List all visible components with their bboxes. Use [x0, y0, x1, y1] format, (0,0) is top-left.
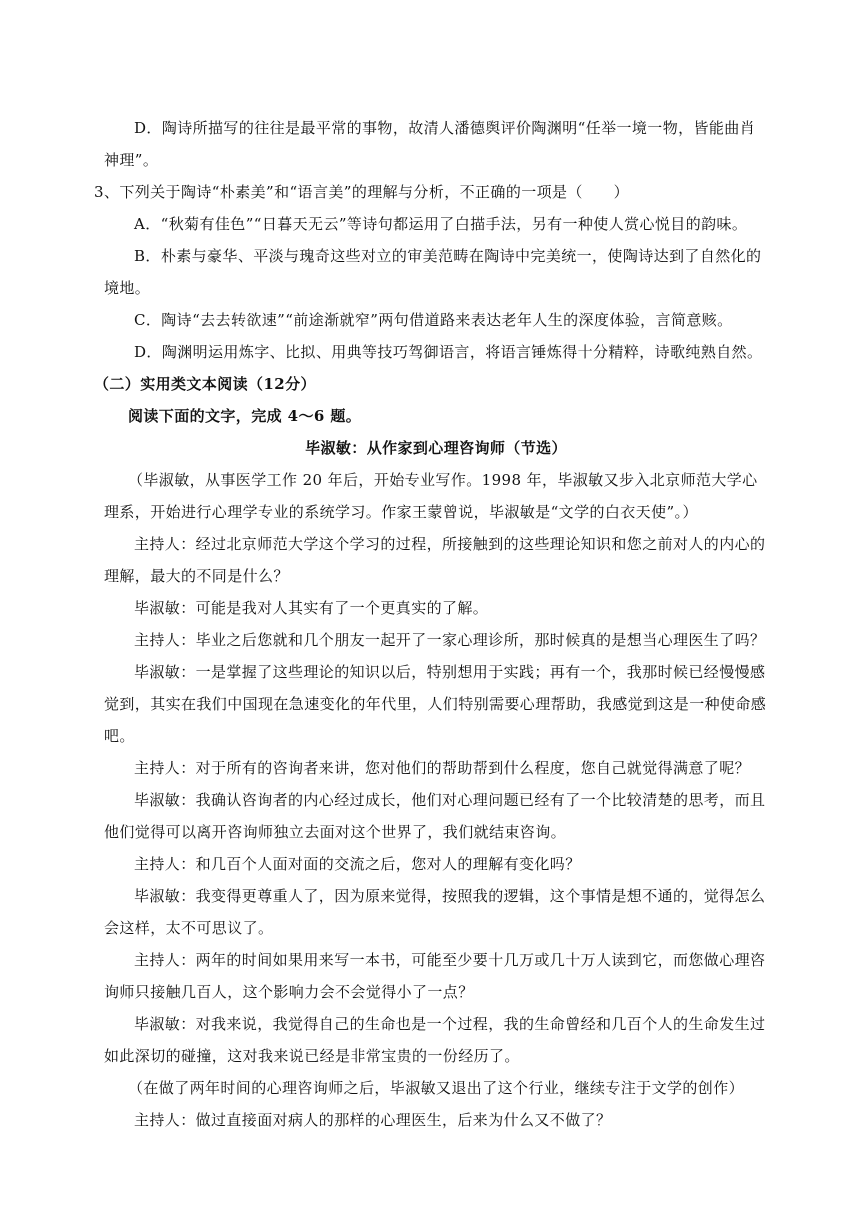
dialogue-line: 毕淑敏：我变得更尊重人了，因为原来觉得，按照我的逻辑，这个事情是想不通的，觉得怎么会这样，太不可思议了。 [104, 887, 766, 937]
dialogue-line: 主持人：和几百个人面对面的交流之后，您对人的理解有变化吗？ [134, 855, 581, 873]
q3-option-c: C．陶诗“去去转欲速”“前途渐就窄”两句借道路来表达老年人生的深度体验，言简意赅。 [134, 311, 733, 329]
dialogue-line: 毕淑敏：我确认咨询者的内心经过成长，他们对心理问题已经有了一个比较清楚的思考，而且他们觉得可以离开咨询师独立去面对这个世界了，我们就结束咨询。 [104, 791, 766, 841]
q3-stem: 3、下列关于陶诗“朴素美”和“语言美”的理解与分析，不正确的一项是（ ） [94, 183, 630, 201]
article-title: 毕淑敏：从作家到心理咨询师（节选） [305, 439, 567, 457]
q2-option-d: D．陶诗所描写的往往是最平常的事物，故清人潘德舆评价陶渊明“任举一境一物，皆能曲肖神理”。 [104, 119, 756, 169]
dialogue-line: 毕淑敏：对我来说，我觉得自己的生命也是一个过程，我的生命曾经和几百个人的生命发生过如此深切的碰撞，这对我来说已经是非常宝贵的一份经历了。 [104, 1015, 766, 1065]
dialogue-line: 主持人：毕业之后您就和几个朋友一起开了一家心理诊所，那时候真的是想当心理医生了吗？ [134, 631, 766, 649]
dialogue-line: 主持人：对于所有的咨询者来讲，您对他们的帮助帮到什么程度，您自己就觉得满意了呢？ [134, 759, 751, 777]
article-intro: （毕淑敏，从事医学工作 20 年后，开始专业写作。1998 年，毕淑敏又步入北京师范大学心理系，开始进行心理学专业的系统学习。作家王蒙曾说，毕淑敏是“文学的白衣天使”。） [104, 471, 758, 521]
q3-option-a: A．“秋菊有佳色”“日暮天无云”等诗句都运用了白描手法，另有一种使人赏心悦目的韵味。 [134, 215, 748, 233]
dialogue-line: 主持人：两年的时间如果用来写一本书，可能至少要十几万或几十万人读到它，而您做心理咨询师只接触几百人，这个影响力会不会觉得小了一点？ [104, 951, 766, 1001]
dialogue-last-line: 主持人：做过直接面对病人的那样的心理医生，后来为什么又不做了？ [134, 1111, 612, 1129]
dialogue-line: 毕淑敏：可能是我对人其实有了一个更真实的了解。 [134, 599, 489, 617]
q3-option-d: D．陶渊明运用炼字、比拟、用典等技巧驾御语言，将语言锤炼得十分精粹，诗歌纯熟自然。 [134, 343, 763, 361]
dialogue-line: 主持人：经过北京师范大学这个学习的过程，所接触到的这些理论知识和您之前对人的内心的理解，最大的不同是什么？ [104, 535, 766, 585]
dialogue-line: 毕淑敏：一是掌握了这些理论的知识以后，特别想用于实践；再有一个，我那时候已经慢慢感觉到，其实在我们中国现在急速变化的年代里，人们特别需要心理帮助，我感觉到这是一种使命感吧。 [104, 663, 767, 745]
section2-heading: （二）实用类文本阅读（12分） [94, 375, 316, 393]
q3-option-b: B．朴素与豪华、平淡与瑰奇这些对立的审美范畴在陶诗中完美统一，使陶诗达到了自然化的境地。 [104, 247, 762, 297]
section2-instruction: 阅读下面的文字，完成 4～6 题。 [128, 407, 362, 425]
article-note: （在做了两年时间的心理咨询师之后，毕淑敏又退出了这个行业，继续专注于文学的创作） [128, 1079, 745, 1097]
